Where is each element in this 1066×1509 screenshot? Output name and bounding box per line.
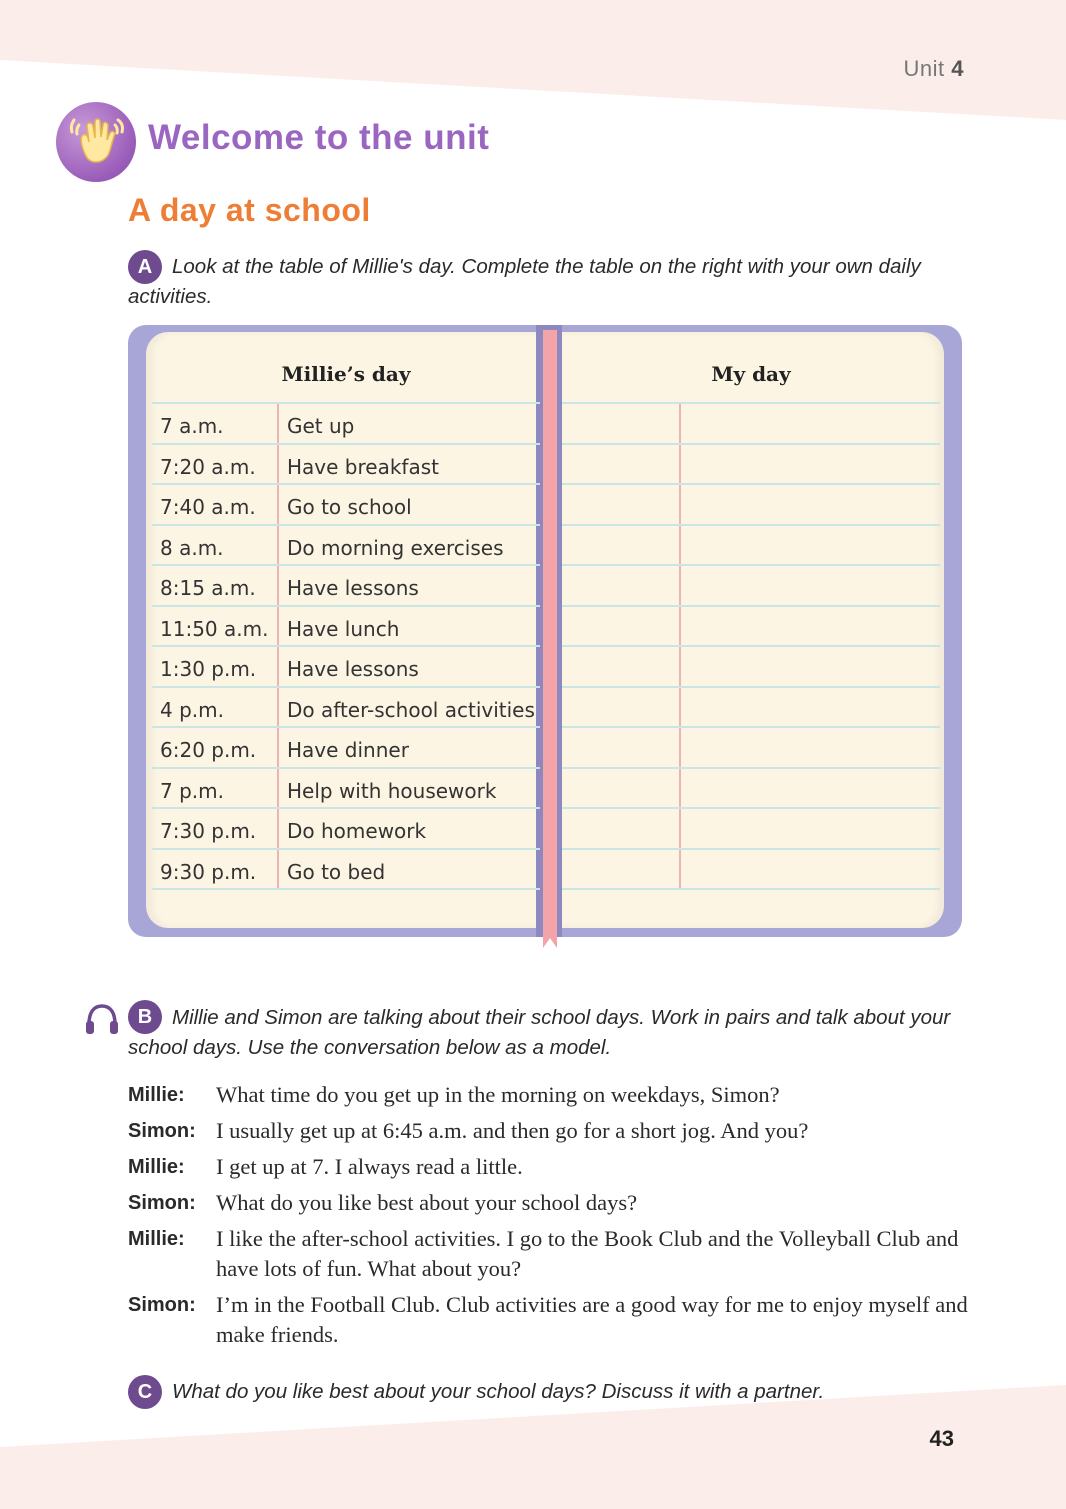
utterance: I usually get up at 6:45 a.m. and then go for a short jog. And you?: [216, 1118, 809, 1143]
unit-number: 4: [951, 56, 964, 81]
time-cell: 4 p.m.: [152, 687, 278, 728]
utterance: What time do you get up in the morning on weekdays, Simon?: [216, 1082, 780, 1107]
unit-label: [904, 56, 965, 82]
activity-cell: Have lessons: [278, 565, 540, 606]
table-row: [152, 403, 540, 444]
table-row: [562, 565, 940, 606]
time-cell: 7:30 p.m.: [152, 808, 278, 849]
table-row: [562, 727, 940, 768]
my-time-cell[interactable]: [562, 849, 680, 890]
activity-cell: Do homework: [278, 808, 540, 849]
my-time-cell[interactable]: [562, 687, 680, 728]
time-cell: 7:20 a.m.: [152, 444, 278, 485]
time-cell: 7 a.m.: [152, 403, 278, 444]
table-row: [152, 768, 540, 809]
my-time-cell[interactable]: [562, 565, 680, 606]
my-activity-cell[interactable]: [680, 727, 940, 768]
activity-a-instruction: Look at the table of Millie's day. Complete the table on the right with your own daily activities.: [128, 255, 921, 308]
time-cell: 9:30 p.m.: [152, 849, 278, 890]
speaker-name: Simon:: [128, 1294, 196, 1316]
conversation-line: [128, 1188, 978, 1218]
table-row: [562, 525, 940, 566]
activity-cell: Do after-school activities: [278, 687, 540, 728]
my-activity-cell[interactable]: [680, 565, 940, 606]
conversation-line: [128, 1116, 978, 1146]
time-cell: 7:40 a.m.: [152, 484, 278, 525]
my-day-heading: My day: [562, 346, 940, 403]
table-row: [562, 646, 940, 687]
welcome-title: Welcome to the unit: [148, 118, 490, 157]
conversation-line: [128, 1290, 978, 1350]
table-row: [562, 687, 940, 728]
activity-a-badge: A: [128, 250, 162, 284]
my-activity-cell[interactable]: [680, 808, 940, 849]
my-day-table: [562, 346, 940, 890]
table-row: [152, 849, 540, 890]
table-row: [562, 849, 940, 890]
activity-cell: Do morning exercises: [278, 525, 540, 566]
table-row: [152, 687, 540, 728]
table-row: [152, 727, 540, 768]
activity-b-instruction: Millie and Simon are talking about their school days. Work in pairs and talk about your school days. Use the conversation below as a model.: [128, 1006, 951, 1059]
activity-cell: Go to school: [278, 484, 540, 525]
conversation-line: [128, 1152, 978, 1182]
speaker-name: Simon:: [128, 1192, 196, 1214]
utterance: I get up at 7. I always read a little.: [216, 1154, 523, 1179]
my-activity-cell[interactable]: [680, 768, 940, 809]
time-cell: 1:30 p.m.: [152, 646, 278, 687]
time-cell: 6:20 p.m.: [152, 727, 278, 768]
unit-word: Unit: [903, 56, 945, 81]
table-row: [152, 646, 540, 687]
table-row: [562, 606, 940, 647]
my-time-cell[interactable]: [562, 444, 680, 485]
my-time-cell[interactable]: [562, 606, 680, 647]
activity-cell: Have dinner: [278, 727, 540, 768]
table-row: [562, 444, 940, 485]
activity-cell: Go to bed: [278, 849, 540, 890]
activity-c-badge: C: [128, 1375, 162, 1409]
speaker-name: Millie:: [128, 1228, 185, 1250]
waving-hand-icon: [56, 102, 136, 182]
utterance: I like the after-school activities. I go to the Book Club and the Volleyball Club and have lots of fun. What about you?: [216, 1226, 959, 1281]
time-cell: 11:50 a.m.: [152, 606, 278, 647]
speaker-name: Simon:: [128, 1120, 196, 1142]
my-activity-cell[interactable]: [680, 444, 940, 485]
activity-cell: Have lunch: [278, 606, 540, 647]
my-activity-cell[interactable]: [680, 687, 940, 728]
table-row: [152, 444, 540, 485]
activity-cell: Have lessons: [278, 646, 540, 687]
table-row: [152, 565, 540, 606]
millies-day-heading: Millie’s day: [152, 346, 540, 403]
my-activity-cell[interactable]: [680, 849, 940, 890]
my-activity-cell[interactable]: [680, 525, 940, 566]
conversation-line: [128, 1224, 978, 1284]
activity-cell: Have breakfast: [278, 444, 540, 485]
my-activity-cell[interactable]: [680, 606, 940, 647]
time-cell: 8:15 a.m.: [152, 565, 278, 606]
table-row: [152, 808, 540, 849]
table-row: [152, 484, 540, 525]
utterance: I’m in the Football Club. Club activities are a good way for me to enjoy myself and make friends.: [216, 1292, 968, 1347]
conversation-line: [128, 1080, 978, 1110]
my-activity-cell[interactable]: [680, 403, 940, 444]
speaker-name: Millie:: [128, 1156, 185, 1178]
time-cell: 8 a.m.: [152, 525, 278, 566]
my-time-cell[interactable]: [562, 727, 680, 768]
table-row: [152, 525, 540, 566]
table-row: [152, 606, 540, 647]
activity-b-badge: B: [128, 1000, 162, 1034]
bookmark-ribbon: [543, 330, 557, 948]
activity-cell: Help with housework: [278, 768, 540, 809]
table-row: [562, 403, 940, 444]
millies-day-table: [152, 346, 540, 890]
my-time-cell[interactable]: [562, 768, 680, 809]
my-activity-cell[interactable]: [680, 484, 940, 525]
page-number: 43: [929, 1426, 954, 1451]
conversation: [128, 1080, 978, 1356]
activity-c-instruction: What do you like best about your school days? Discuss it with a partner.: [172, 1380, 825, 1403]
speaker-name: Millie:: [128, 1084, 185, 1106]
table-row: [562, 484, 940, 525]
time-cell: 7 p.m.: [152, 768, 278, 809]
section-title: A day at school: [128, 192, 371, 228]
activity-cell: Get up: [278, 403, 540, 444]
headphones-icon[interactable]: [84, 1002, 120, 1036]
table-row: [562, 768, 940, 809]
my-time-cell[interactable]: [562, 403, 680, 444]
my-activity-cell[interactable]: [680, 646, 940, 687]
table-row: [562, 808, 940, 849]
my-time-cell[interactable]: [562, 484, 680, 525]
my-time-cell[interactable]: [562, 525, 680, 566]
utterance: What do you like best about your school days?: [216, 1190, 638, 1215]
my-time-cell[interactable]: [562, 646, 680, 687]
my-time-cell[interactable]: [562, 808, 680, 849]
